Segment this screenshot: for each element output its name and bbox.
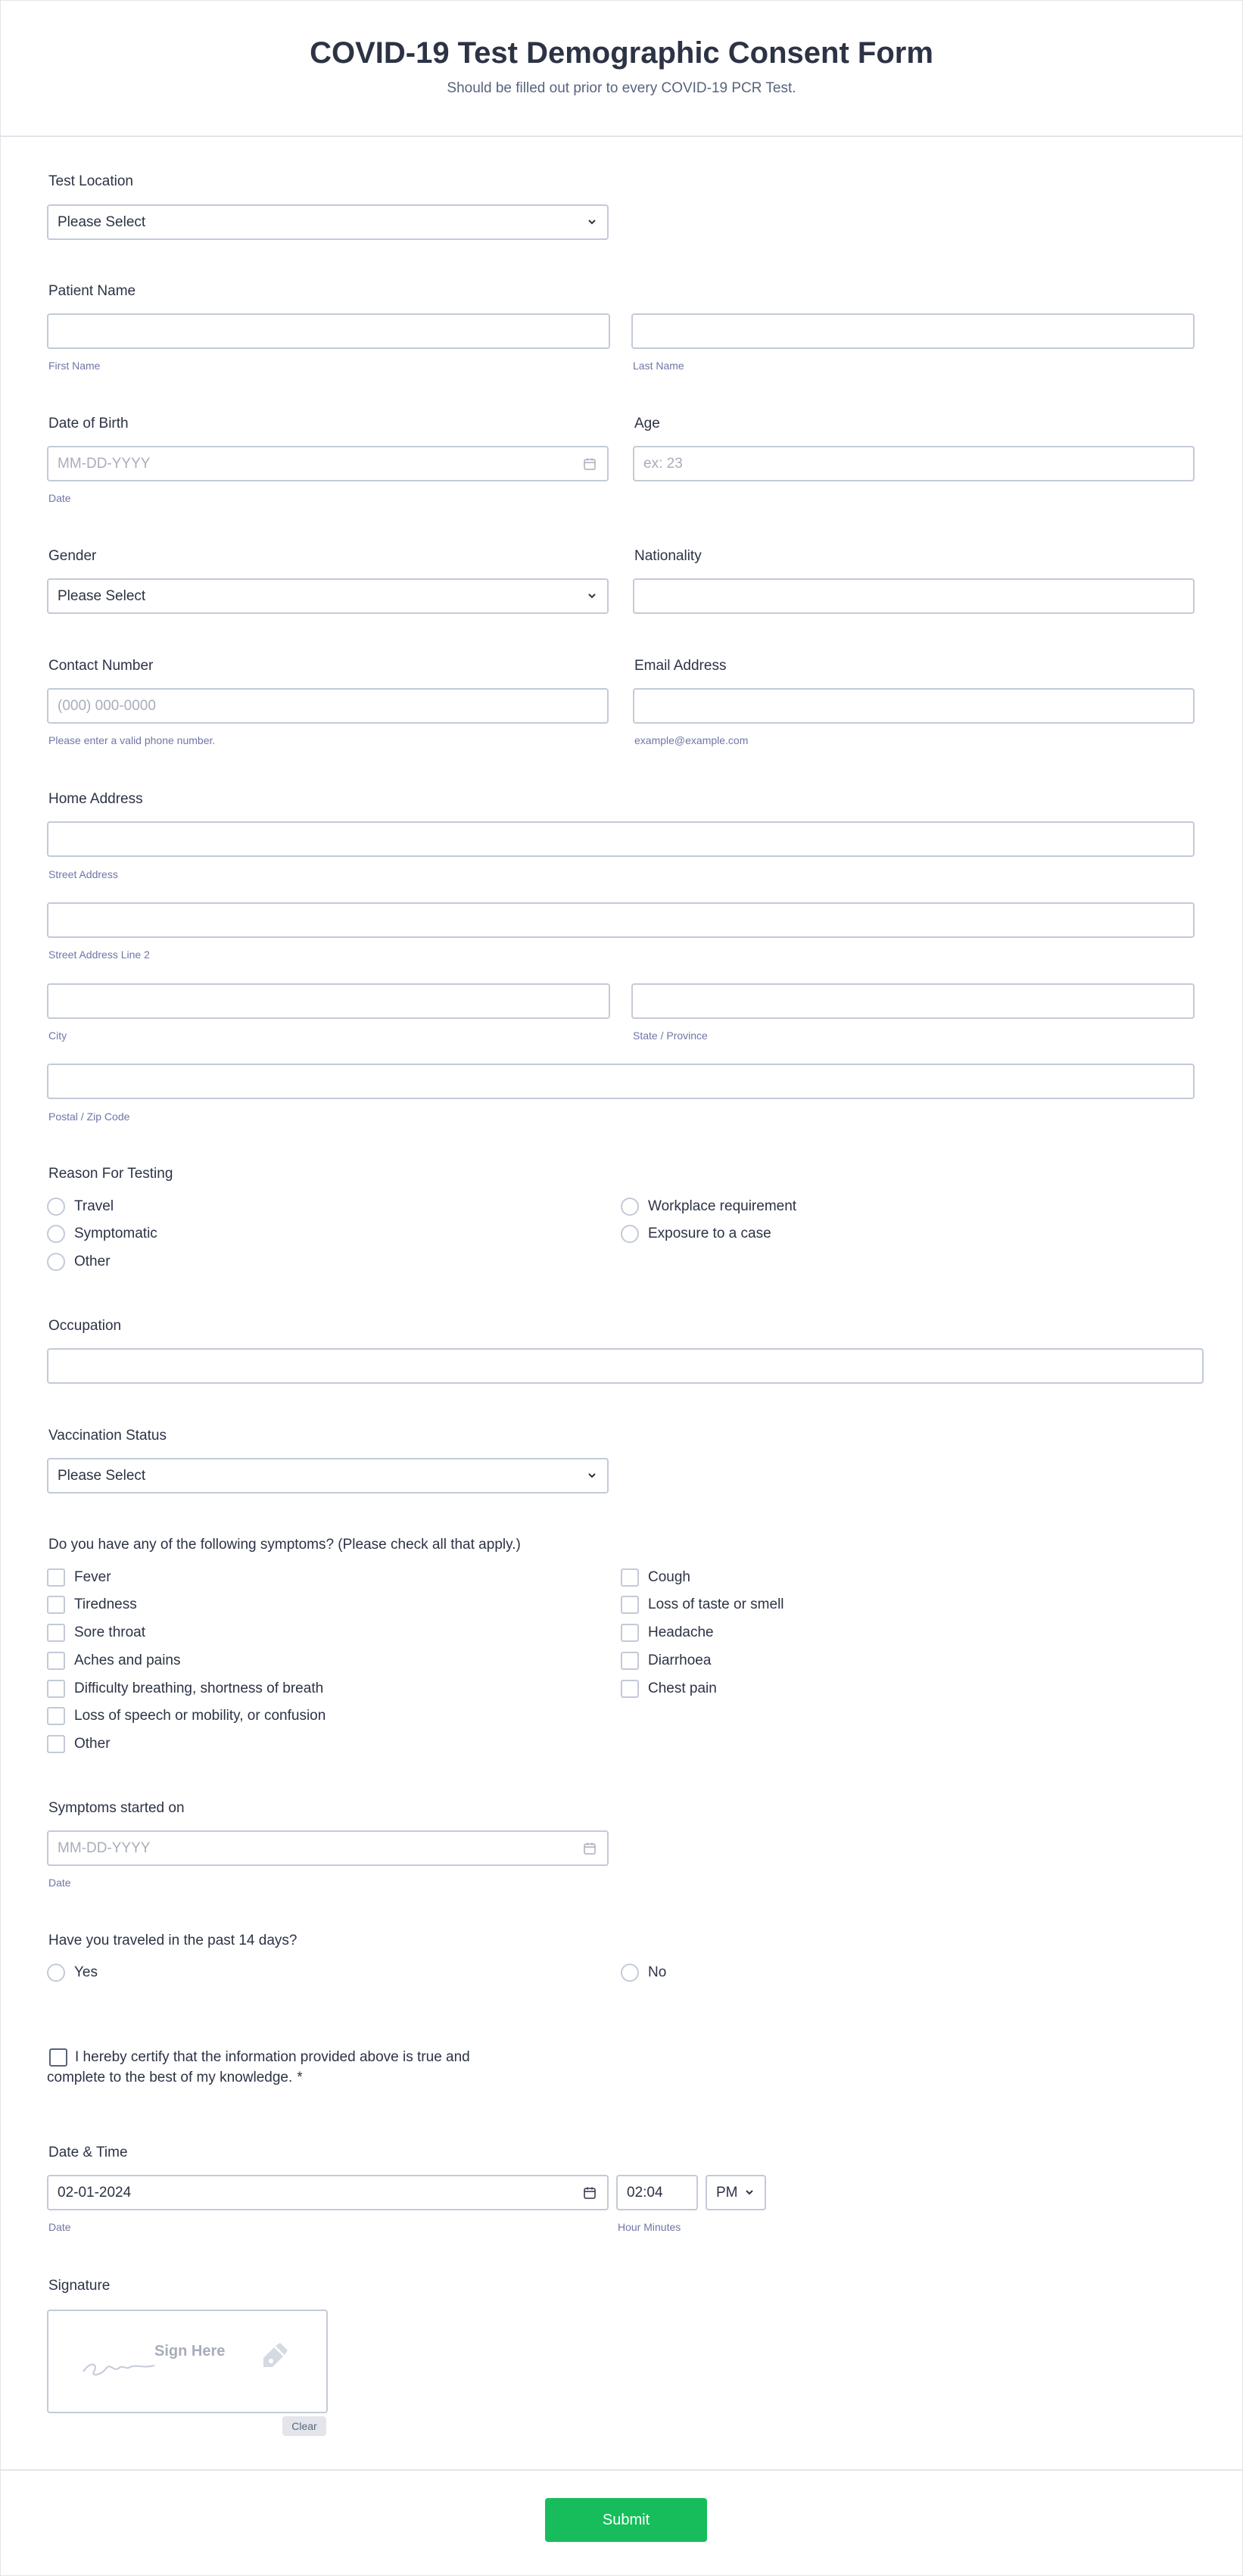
symptoms-label: Do you have any of the following symptoms? (Please check all that apply.) bbox=[48, 1537, 521, 1553]
datetime-ampm-value: PM bbox=[716, 2184, 738, 2201]
occupation-input[interactable] bbox=[47, 1348, 1204, 1384]
calendar-icon[interactable] bbox=[583, 2186, 597, 2200]
radio-symptomatic[interactable] bbox=[47, 1225, 65, 1243]
chevron-down-icon bbox=[586, 590, 598, 602]
symptoms-started-sublabel: Date bbox=[48, 1877, 71, 1889]
submit-button[interactable]: Submit bbox=[545, 2498, 707, 2542]
pen-icon bbox=[257, 2340, 291, 2373]
street-address-input[interactable] bbox=[47, 821, 1195, 857]
street-address-2-input[interactable] bbox=[47, 902, 1195, 938]
vaccination-select[interactable] bbox=[47, 1458, 609, 1494]
certify-line-2[interactable] bbox=[47, 2070, 303, 2086]
age-label: Age bbox=[634, 416, 660, 431]
clear-signature-button[interactable]: Clear bbox=[282, 2416, 326, 2436]
radio-travel[interactable] bbox=[47, 1198, 65, 1216]
radio-no[interactable] bbox=[621, 1964, 639, 1982]
checkbox-chest-pain-label[interactable]: Chest pain bbox=[648, 1680, 717, 1696]
radio-exposure-label[interactable]: Exposure to a case bbox=[648, 1226, 771, 1241]
footer-divider bbox=[0, 2469, 1243, 2471]
datetime-time-input[interactable] bbox=[616, 2175, 698, 2210]
last-name-input[interactable] bbox=[631, 313, 1195, 349]
checkbox-aches-label[interactable]: Aches and pains bbox=[74, 1652, 181, 1668]
contact-sublabel: Please enter a valid phone number. bbox=[48, 734, 216, 746]
email-label: Email Address bbox=[634, 658, 727, 674]
first-name-input[interactable] bbox=[47, 313, 610, 349]
contact-label: Contact Number bbox=[48, 658, 154, 674]
certify-checkbox[interactable] bbox=[49, 2048, 67, 2067]
certify-line-2-text: complete to the best of my knowledge. bbox=[47, 2070, 293, 2085]
dob-placeholder: MM-DD-YYYY bbox=[58, 455, 151, 472]
chevron-down-icon bbox=[586, 1469, 598, 1481]
signature-pad[interactable] bbox=[47, 2310, 328, 2413]
radio-other[interactable] bbox=[47, 1253, 65, 1271]
datetime-label: Date & Time bbox=[48, 2145, 128, 2160]
age-input[interactable] bbox=[633, 446, 1195, 481]
radio-exposure[interactable] bbox=[621, 1225, 639, 1243]
checkbox-diarrhoea-label[interactable]: Diarrhoea bbox=[648, 1652, 712, 1668]
city-input[interactable] bbox=[47, 983, 610, 1019]
calendar-icon[interactable] bbox=[583, 457, 597, 471]
checkbox-sore-throat-label[interactable]: Sore throat bbox=[74, 1624, 145, 1640]
checkbox-cough-label[interactable]: Cough bbox=[648, 1569, 690, 1585]
symptoms-started-input[interactable] bbox=[47, 1830, 609, 1866]
radio-yes[interactable] bbox=[47, 1964, 65, 1982]
last-name-sublabel: Last Name bbox=[633, 360, 684, 372]
datetime-time-sublabel: Hour Minutes bbox=[618, 2221, 681, 2233]
contact-input[interactable] bbox=[47, 688, 609, 724]
radio-other-label[interactable]: Other bbox=[74, 1254, 111, 1269]
checkbox-sore-throat[interactable] bbox=[47, 1624, 65, 1642]
email-input[interactable] bbox=[633, 688, 1195, 724]
postal-code-input[interactable] bbox=[47, 1064, 1195, 1099]
gender-label: Gender bbox=[48, 548, 97, 564]
radio-workplace-label[interactable]: Workplace requirement bbox=[648, 1198, 797, 1214]
dob-sublabel: Date bbox=[48, 492, 71, 504]
test-location-label: Test Location bbox=[48, 173, 133, 189]
calendar-icon[interactable] bbox=[583, 1842, 597, 1855]
state-input[interactable] bbox=[631, 983, 1195, 1019]
home-address-label: Home Address bbox=[48, 791, 143, 807]
radio-no-label[interactable]: No bbox=[648, 1964, 667, 1980]
reason-label: Reason For Testing bbox=[48, 1166, 173, 1182]
radio-workplace[interactable] bbox=[621, 1198, 639, 1216]
email-sublabel: example@example.com bbox=[634, 734, 749, 746]
signature-scribble-icon bbox=[82, 2341, 157, 2379]
checkbox-other[interactable] bbox=[47, 1735, 65, 1753]
dob-label: Date of Birth bbox=[48, 416, 129, 431]
radio-symptomatic-label[interactable]: Symptomatic bbox=[74, 1226, 157, 1241]
signature-placeholder: Sign Here bbox=[154, 2343, 226, 2360]
vaccination-value: Please Select bbox=[58, 1467, 146, 1484]
chevron-down-icon bbox=[586, 216, 598, 228]
required-mark: * bbox=[297, 2070, 303, 2085]
datetime-date-sublabel: Date bbox=[48, 2221, 71, 2233]
state-sublabel: State / Province bbox=[633, 1029, 708, 1042]
datetime-ampm-select[interactable] bbox=[706, 2175, 766, 2210]
checkbox-speech-label[interactable]: Loss of speech or mobility, or confusion bbox=[74, 1708, 326, 1724]
datetime-date-input[interactable] bbox=[47, 2175, 609, 2210]
form-title: COVID-19 Test Demographic Consent Form bbox=[310, 36, 933, 70]
certify-line-1[interactable]: I hereby certify that the information provided above is true and bbox=[75, 2049, 470, 2065]
checkbox-taste-smell-label[interactable]: Loss of taste or smell bbox=[648, 1596, 784, 1612]
radio-yes-label[interactable]: Yes bbox=[74, 1964, 98, 1980]
checkbox-other-label[interactable]: Other bbox=[74, 1736, 111, 1752]
checkbox-headache[interactable] bbox=[621, 1624, 639, 1642]
dob-input[interactable] bbox=[47, 446, 609, 481]
vaccination-label: Vaccination Status bbox=[48, 1428, 167, 1444]
contact-placeholder: (000) 000-0000 bbox=[58, 697, 156, 714]
checkbox-chest-pain[interactable] bbox=[621, 1680, 639, 1698]
checkbox-cough[interactable] bbox=[621, 1568, 639, 1587]
age-placeholder: ex: 23 bbox=[643, 455, 683, 472]
gender-value: Please Select bbox=[58, 587, 146, 604]
checkbox-breathing-label[interactable]: Difficulty breathing, shortness of breath bbox=[74, 1680, 324, 1696]
radio-travel-label[interactable]: Travel bbox=[74, 1198, 114, 1214]
occupation-label: Occupation bbox=[48, 1318, 122, 1334]
checkbox-diarrhoea[interactable] bbox=[621, 1652, 639, 1670]
chevron-down-icon bbox=[743, 2186, 755, 2198]
first-name-sublabel: First Name bbox=[48, 360, 101, 372]
street-address-sublabel: Street Address bbox=[48, 868, 118, 880]
gender-select[interactable] bbox=[47, 578, 609, 614]
checkbox-tiredness-label[interactable]: Tiredness bbox=[74, 1596, 137, 1612]
traveled-label: Have you traveled in the past 14 days? bbox=[48, 1933, 298, 1948]
test-location-select[interactable] bbox=[47, 204, 609, 240]
city-sublabel: City bbox=[48, 1029, 67, 1042]
datetime-date-value: 02-01-2024 bbox=[58, 2184, 132, 2201]
signature-label: Signature bbox=[48, 2278, 111, 2294]
patient-name-label: Patient Name bbox=[48, 283, 136, 299]
checkbox-headache-label[interactable]: Headache bbox=[648, 1624, 714, 1640]
symptoms-started-placeholder: MM-DD-YYYY bbox=[58, 1839, 151, 1856]
checkbox-taste-smell[interactable] bbox=[621, 1596, 639, 1614]
nationality-label: Nationality bbox=[634, 548, 702, 564]
street-address-2-sublabel: Street Address Line 2 bbox=[48, 948, 150, 961]
checkbox-aches[interactable] bbox=[47, 1652, 65, 1670]
checkbox-speech[interactable] bbox=[47, 1707, 65, 1725]
checkbox-fever[interactable] bbox=[47, 1568, 65, 1587]
checkbox-breathing[interactable] bbox=[47, 1680, 65, 1698]
form-header bbox=[0, 0, 1243, 137]
symptoms-started-label: Symptoms started on bbox=[48, 1800, 185, 1816]
test-location-value: Please Select bbox=[58, 213, 146, 230]
checkbox-fever-label[interactable]: Fever bbox=[74, 1569, 111, 1585]
checkbox-tiredness[interactable] bbox=[47, 1596, 65, 1614]
postal-code-sublabel: Postal / Zip Code bbox=[48, 1110, 130, 1123]
nationality-input[interactable] bbox=[633, 578, 1195, 614]
datetime-time-value: 02:04 bbox=[627, 2184, 663, 2201]
form-subtitle: Should be filled out prior to every COVID-19 PCR Test. bbox=[447, 80, 796, 96]
